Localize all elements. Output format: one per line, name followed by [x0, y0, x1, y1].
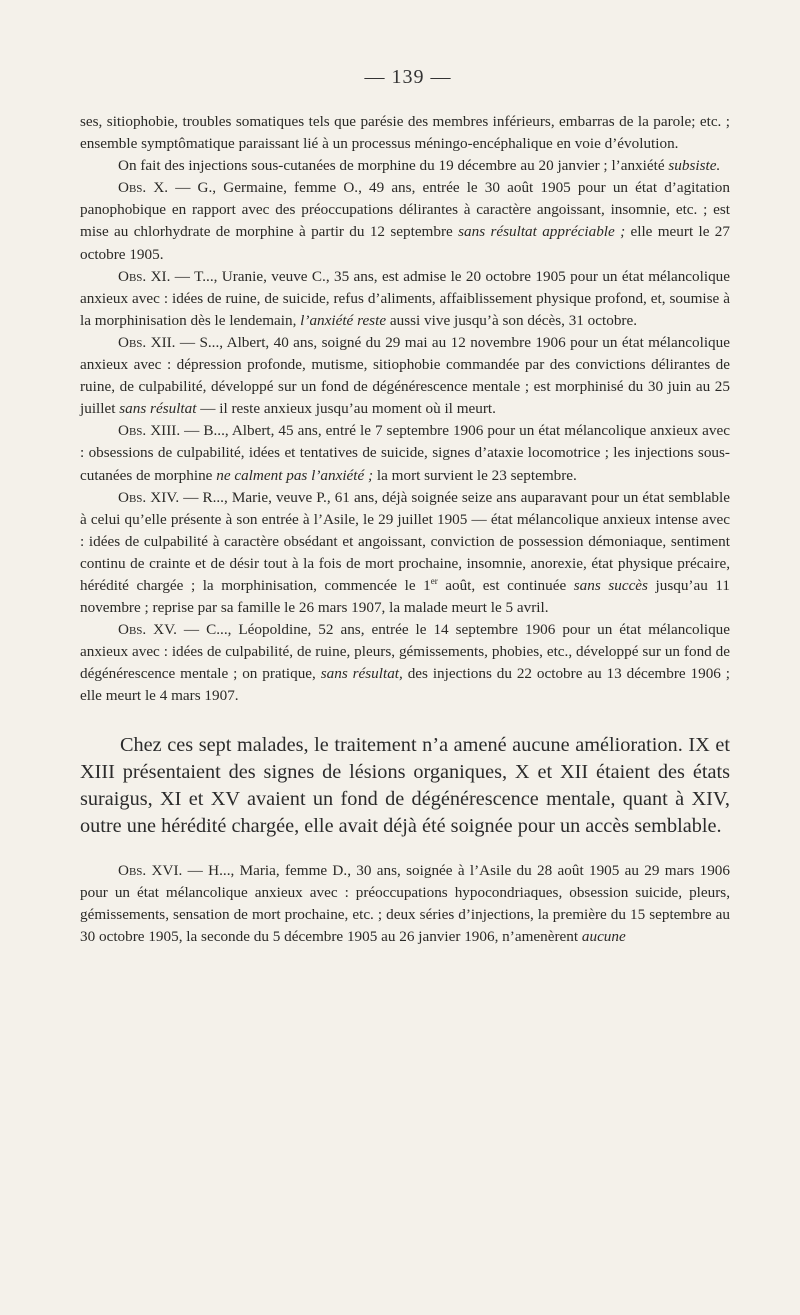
emphasis-text: subsiste.	[668, 157, 721, 175]
paragraph-text: — B..., Albert, 45 ans, entré le 7 septembre 1906 pour un état mélancolique anxieux avec : obsessions de culpabilité, idées et tentatives de suicide, signes d’ataxie locomotrice ; les injections sous-cutanées de morphine	[80, 422, 730, 484]
paragraph-text: On fait des injections sous-cutanées de morphine du 19 décembre au 20 janvier ; l’anxiété	[118, 157, 669, 175]
paragraph-text: — G., Germaine, femme O., 49 ans, entrée le 30 août 1905 pour un état d’agitation panophobique en rapport avec des préoccupations délirantes à caractère angoissant, insomnie, etc. ; est mise au chlorhydrate de morphine à partir du 12 septembre	[80, 179, 730, 241]
paragraph-text: — H..., Maria, femme D., 30 ans, soignée à l’Asile du 28 août 1905 au 29 mars 1906 pour un état mélancolique anxieux avec : préoccupations hypocondriaques, obsession suicide, pleurs, gémissements, sensation de mort prochaine, etc. ; deux séries d’injections, la première du 15 septembre au 30 octobre 1905, la seconde du 5 décembre 1905 au 26 janvier 1906, n’amenèrent	[80, 861, 730, 946]
paragraph-text: elle meurt le 27 octobre 1905.	[80, 223, 730, 263]
emphasis-text: l’anxiété reste	[300, 311, 387, 329]
observation-label: Obs. X.	[118, 179, 169, 197]
paragraph-text: — S..., Albert, 40 ans, soigné du 29 mai au 12 novembre 1906 pour un état mélancolique anxieux avec : dépression profonde, mutisme, sitiophobie commandée par des convictions délirantes de ruine, de culpabilité, développé sur un fond de dégénérescence mentale ; est morphinisé du 30 juin au 25 juillet	[80, 333, 730, 418]
paragraph-text: — C..., Léopoldine, 52 ans, entrée le 14 septembre 1906 pour un état mélancolique anxieux avec : idées de culpabilité, de ruine, pleurs, gémissements, phobies, etc., développé sur un fond de dégénérescence mentale ; on pratique,	[80, 621, 731, 683]
summary-text	[80, 732, 730, 840]
paragraph-text: la mort survient le 23 septembre.	[373, 466, 577, 484]
paragraph	[80, 420, 730, 486]
paragraph	[80, 266, 730, 332]
paragraph	[80, 111, 730, 155]
page-number: — 139 —	[364, 66, 452, 88]
summary-paragraph: Chez ces sept malades, le traitement n’a amené aucune amélioration. IX et XIII présentaient des signes de lésions organiques, X et XII étaient des états suraigus, XI et XV avaient un fond de dégénérescence mentale, quant à XIV, outre une hérédité chargée, elle avait déjà été soignée pour un accès semblable.	[80, 733, 730, 837]
paragraph	[80, 487, 730, 620]
paragraph-text: des injections du 22 octobre au 13 décembre 1906 ; elle meurt le 4 mars 1907.	[80, 665, 730, 705]
paragraph-text: — T..., Uranie, veuve C., 35 ans, est admise le 20 octobre 1905 pour un état mélancolique anxieux avec : idées de ruine, de suicide, refus d’aliments, affaiblissement physique profond, et, soumise à la morphinisation dès le lendemain,	[80, 267, 731, 329]
observation-label: Obs. XI.	[118, 267, 171, 285]
emphasis-text: ne calment pas l’anxiété ;	[216, 466, 374, 484]
paragraph	[80, 860, 730, 948]
paragraph-text: — il reste anxieux jusqu’au moment où il meurt.	[196, 400, 496, 418]
observation-label: Obs. XIII.	[118, 422, 181, 440]
emphasis-text: sans résultat,	[320, 665, 403, 683]
emphasis-text: sans résultat	[119, 400, 197, 418]
emphasis-text: aucune	[581, 928, 626, 946]
superscript-text: er	[430, 575, 438, 586]
paragraph-text: ses, sitiophobie, troubles somatiques tels que parésie des membres inférieurs, embarras de la parole; etc. ; ensemble symptômatique paraissant lié à un processus méningo-encéphalique en voie d’évolution.	[80, 113, 730, 153]
observation-label: Obs. XV.	[118, 621, 177, 639]
observation-label: Obs. XII.	[118, 333, 176, 351]
paragraph	[80, 332, 730, 420]
paragraph-text: jusqu’au 11 novembre ; reprise par sa famille le 26 mars 1907, la malade meurt le 5 avril.	[80, 576, 730, 617]
paragraph-text: — R..., Marie, veuve P., 61 ans, déjà soignée seize ans auparavant pour un état semblable à celui qu’elle présente à son entrée à l’Asile, le 29 juillet 1905 — état mélancolique anxieux intense avec : idées de culpabilité à caractère obsédant et angoissant, conviction de possession démoniaque, sentiment continu de crainte et de désir tout à la fois de mort prochaine, insomnie, anorexie, état physique précaire, hérédité chargée ; la morphinisation, commencée le 1	[80, 488, 730, 594]
emphasis-text: sans résultat appréciable ;	[458, 223, 626, 241]
observation-label: Obs. XVI.	[118, 861, 183, 879]
paragraph-text: aussi vive jusqu’à son décès, 31 octobre.	[386, 311, 638, 329]
paragraph	[80, 177, 730, 265]
observations-text-bottom	[80, 860, 730, 948]
paragraph	[80, 155, 730, 177]
observations-text-top	[80, 111, 730, 708]
emphasis-text: sans succès	[573, 576, 648, 594]
observation-label: Obs. XIV.	[118, 488, 180, 506]
paragraph-text: août, est continuée	[437, 576, 574, 594]
paragraph	[80, 619, 730, 707]
